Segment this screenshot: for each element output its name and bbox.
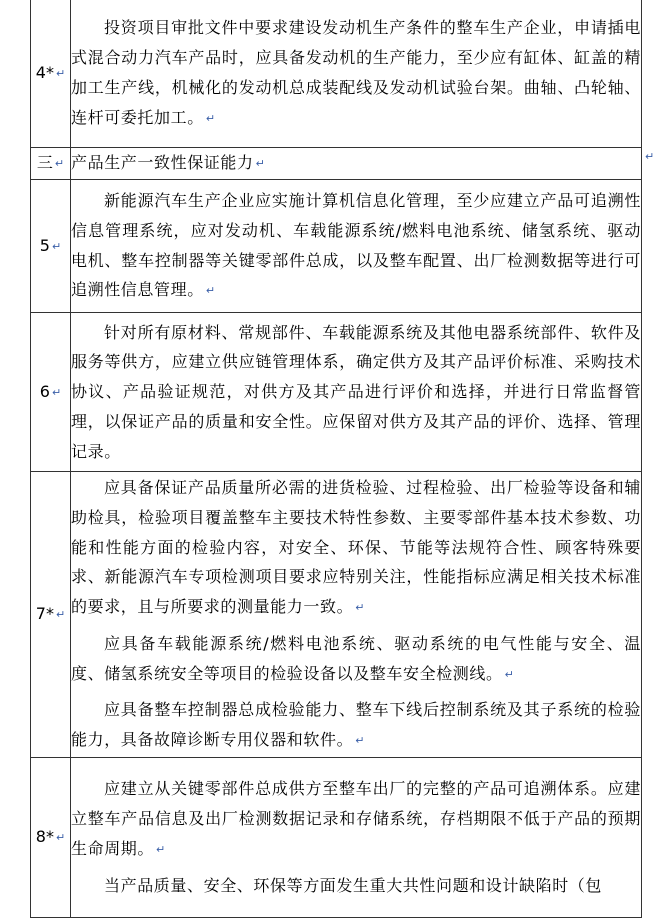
section-title-cell — [71, 148, 642, 180]
cell-end-mark: ↵ — [55, 67, 66, 80]
paragraph-mark: ↵ — [504, 667, 515, 681]
table-row — [31, 313, 642, 472]
paragraph-text: 新能源汽车生产企业应实施计算机信息化管理，至少应建立产品可追溯性信息管理系统，应对发动机、车载能源系统/燃料电池系统、储氢系统、驱动电机、整车控制器等关键零部件总成，以及整车配置、出厂检测数据等进行可追溯性信息管理。 — [71, 190, 641, 300]
section-number-cell — [31, 148, 71, 180]
paragraph-mark: ↵ — [205, 111, 216, 125]
paragraph — [71, 871, 641, 901]
paragraph-text: 应建立从关键零部件总成供方至整车出厂的完整的产品可追溯体系。应建立整车产品信息及出厂检测数据记录和存储系统，存档期限不低于产品的预期生命周期。 — [71, 779, 641, 858]
paragraph-text: 针对所有原材料、常规部件、车载能源系统及其他电器系统部件、软件及服务等供方，应建立供应链管理体系，确定供方及其产品评价标准、采购技术协议、产品验证规范，对供方及其产品进行评价和选择，并进行日常监督管理，以保证产品的质量和安全性。应保留对供方及其产品的评价、选择、管理记录。 — [71, 322, 641, 461]
item-content-cell — [71, 180, 642, 313]
paragraph — [71, 13, 641, 133]
paragraph — [71, 695, 641, 756]
paragraph-mark: ↵ — [156, 843, 166, 856]
paragraph-text: 当产品质量、安全、环保等方面发生重大共性问题和设计缺陷时（包 — [104, 875, 603, 895]
item-content-cell — [71, 472, 642, 758]
item-number: 8* — [35, 827, 54, 846]
table-row — [31, 472, 642, 758]
section-title-text: 产品生产一致性保证能力 — [71, 153, 254, 172]
item-number: 5 — [39, 235, 50, 255]
cell-end-mark: ↵ — [55, 831, 66, 844]
cell-end-mark: ↵ — [51, 385, 62, 399]
paragraph-mark: ↵ — [205, 284, 216, 298]
paragraph-mark: ↵ — [255, 157, 266, 170]
item-number-cell — [31, 472, 71, 758]
paragraph-mark: ↵ — [355, 734, 366, 748]
row-end-mark: ↵ — [645, 150, 655, 163]
item-number-cell — [31, 313, 71, 472]
paragraph-text: 应具备保证产品质量所必需的进货检验、过程检验、出厂检验等设备和辅助检具，检验项目覆盖整车主要技术特性参数、主要零部件基本技术参数、功能和性能方面的检验内容，对安全、环保、节能等法规符合性、顾客特殊要求、新能源汽车专项检测项目要求应特别关注，性能指标应满足相关技术标准的要求，且与所要求的测量能力一致。 — [71, 477, 641, 617]
paragraph — [71, 473, 641, 623]
table-row — [31, 180, 642, 313]
item-content-cell — [71, 313, 642, 472]
paragraph-text: 投资项目审批文件中要求建设发动机生产条件的整车生产企业，申请插电式混合动力汽车产品时，应具备发动机的生产能力，至少应有缸体、缸盖的精加工生产线，机械化的发动机总成装配线及发动机试验台架。曲轴、凸轮轴、连杆可委托加工。 — [71, 18, 641, 127]
cell-end-mark: ↵ — [55, 608, 66, 621]
section-number: 三 — [36, 153, 53, 172]
paragraph — [71, 318, 641, 467]
requirements-table — [30, 0, 642, 918]
item-number: 7* — [35, 604, 54, 623]
item-number: 4* — [35, 63, 54, 82]
paragraph-text: 应具备整车控制器总成检验能力、整车下线后控制系统及其子系统的检验能力，具备故障诊断专用仪器和软件。 — [71, 700, 641, 750]
item-number-cell — [31, 0, 71, 148]
item-number: 6 — [39, 381, 50, 401]
table-row — [31, 0, 642, 148]
paragraph-mark: ↵ — [355, 601, 366, 615]
paragraph — [71, 186, 641, 306]
paragraph — [71, 629, 641, 690]
item-content-cell — [71, 0, 642, 148]
paragraph — [71, 774, 641, 864]
cell-end-mark: ↵ — [54, 157, 65, 170]
item-number-cell — [31, 758, 71, 918]
paragraph-text: 应具备车载能源系统/燃料电池系统、驱动系统的电气性能与安全、温度、储氢系统安全等项目的检验设备以及整车安全检测线。 — [71, 633, 641, 683]
section-row — [31, 148, 642, 180]
table-row — [31, 758, 642, 918]
item-number-cell — [31, 180, 71, 313]
cell-end-mark: ↵ — [51, 239, 62, 253]
item-content-cell — [71, 758, 642, 918]
section-title — [71, 148, 641, 179]
